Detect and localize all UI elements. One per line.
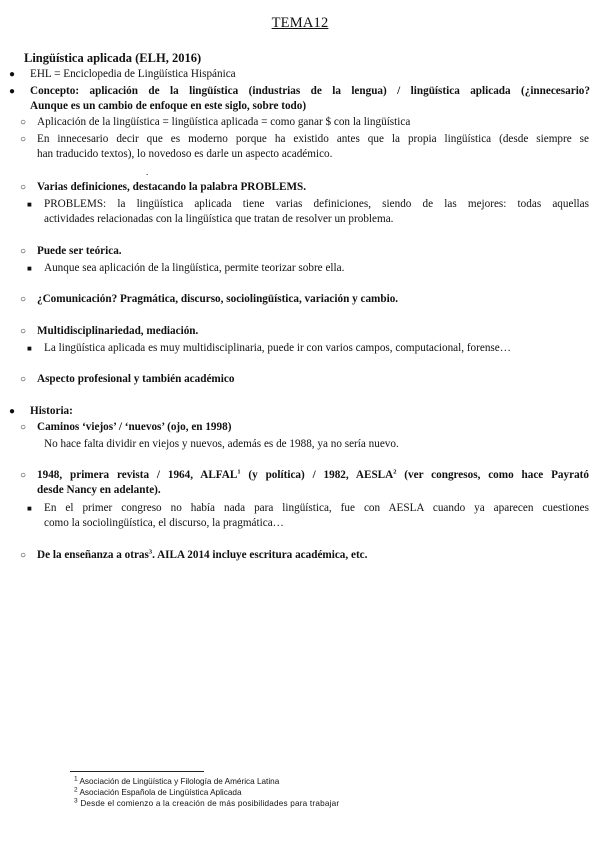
bullet-circle-icon [20,468,26,483]
list-item-definiciones: Varias definiciones, destacando la palabra PROBLEMS. [37,181,307,193]
bullet-square-icon [27,341,32,356]
list-item-problems-cont: actividades relacionadas con la lingüística que tratan de resolver un problema. [44,213,394,225]
bullet-dot-icon [9,84,15,99]
bullet-circle-icon [20,115,26,130]
list-item-multidisciplinariedad: Multidisciplinariedad, mediación. [37,325,199,337]
list-item-multidisciplinaria: La lingüística aplicada es muy multidisciplinaria, puede ir con varios campos, computacional, forense… [44,342,511,354]
footnote-divider [70,771,204,772]
section-heading: Lingüística aplicada (ELH, 2016) [24,51,202,65]
footnote-1: $^1$ Asociación de Lingüística y Filología de América Latina [74,775,280,786]
list-item-concepto: Concepto: aplicación de la lingüística (industrias de la lengua) / lingüística aplicada (¿innecesario? [30,85,590,97]
list-item-ehl: EHL = Enciclopedia de Lingüística Hispánica [30,68,236,80]
list-item-no-hace-falta: No hace falta dividir en viejos y nuevos, además es de 1988, ya no sería nuevo. [44,438,399,450]
list-item-innecesario: En innecesario decir que es moderno porque ha existido antes que la propia lingüística (desde siempre se [37,133,589,145]
stray-dot: . [146,167,149,177]
bullet-circle-icon [20,292,26,307]
bullet-square-icon [27,261,32,276]
bullet-dot-icon [9,67,15,82]
list-item-problems: PROBLEMS: la lingüística aplicada tiene varias definiciones, siendo de las mejores: todas aquellas [44,198,589,210]
footnote-3: $^3$ Desde el comienzo a la creación de más posibilidades para trabajar [74,797,340,808]
list-item-teorizar: Aunque sea aplicación de la lingüística, permite teorizar sobre ella. [44,262,345,274]
page-title: TEMA12 [271,15,329,31]
list-item-primer-congreso-cont: como la sociolingüística, el discurso, la pragmática… [44,517,284,529]
bullet-dot-icon [9,404,15,419]
list-item-concepto-cont: Aunque es un cambio de enfoque en este siglo, sobre todo) [30,100,307,112]
list-item-ensenanza: De la enseñanza a otras$^3$. AILA 2014 incluye escritura académica, etc. [37,548,368,561]
list-item-innecesario-cont: han traducido textos), lo novedoso es darle un aspecto académico. [37,148,333,160]
list-item-aplicacion: Aplicación de la lingüística = lingüística aplicada = como ganar $ con la lingüística [37,116,411,128]
bullet-square-icon [27,501,32,516]
bullet-square-icon [27,197,32,212]
bullet-circle-icon [20,180,26,195]
bullet-circle-icon [20,548,26,563]
bullet-circle-icon [20,372,26,387]
list-item-teorica: Puede ser teórica. [37,245,122,257]
list-item-historia: Historia: [30,405,73,417]
bullet-circle-icon [20,132,26,147]
footnote-2: $^2$ Asociación Española de Lingüística Aplicada [74,786,242,797]
list-item-aspecto: Aspecto profesional y también académico [37,373,235,385]
list-item-1948: 1948, primera revista / 1964, ALFAL$^1$ (y política) / 1982, AESLA$^2$ (ver congresos, como hace Payrató [37,468,589,481]
bullet-circle-icon [20,324,26,339]
bullet-circle-icon [20,244,26,259]
bullet-circle-icon [20,420,26,435]
list-item-1948-cont: desde Nancy en adelante). [37,484,161,496]
list-item-primer-congreso: En el primer congreso no había nada para lingüística, fue con AESLA cuando ya aparecen cuestiones [44,502,589,514]
list-item-caminos: Caminos ‘viejos’ / ‘nuevos’ (ojo, en 1998) [37,421,232,433]
list-item-comunicacion: ¿Comunicación? Pragmática, discurso, sociolingüística, variación y cambio. [37,293,399,305]
